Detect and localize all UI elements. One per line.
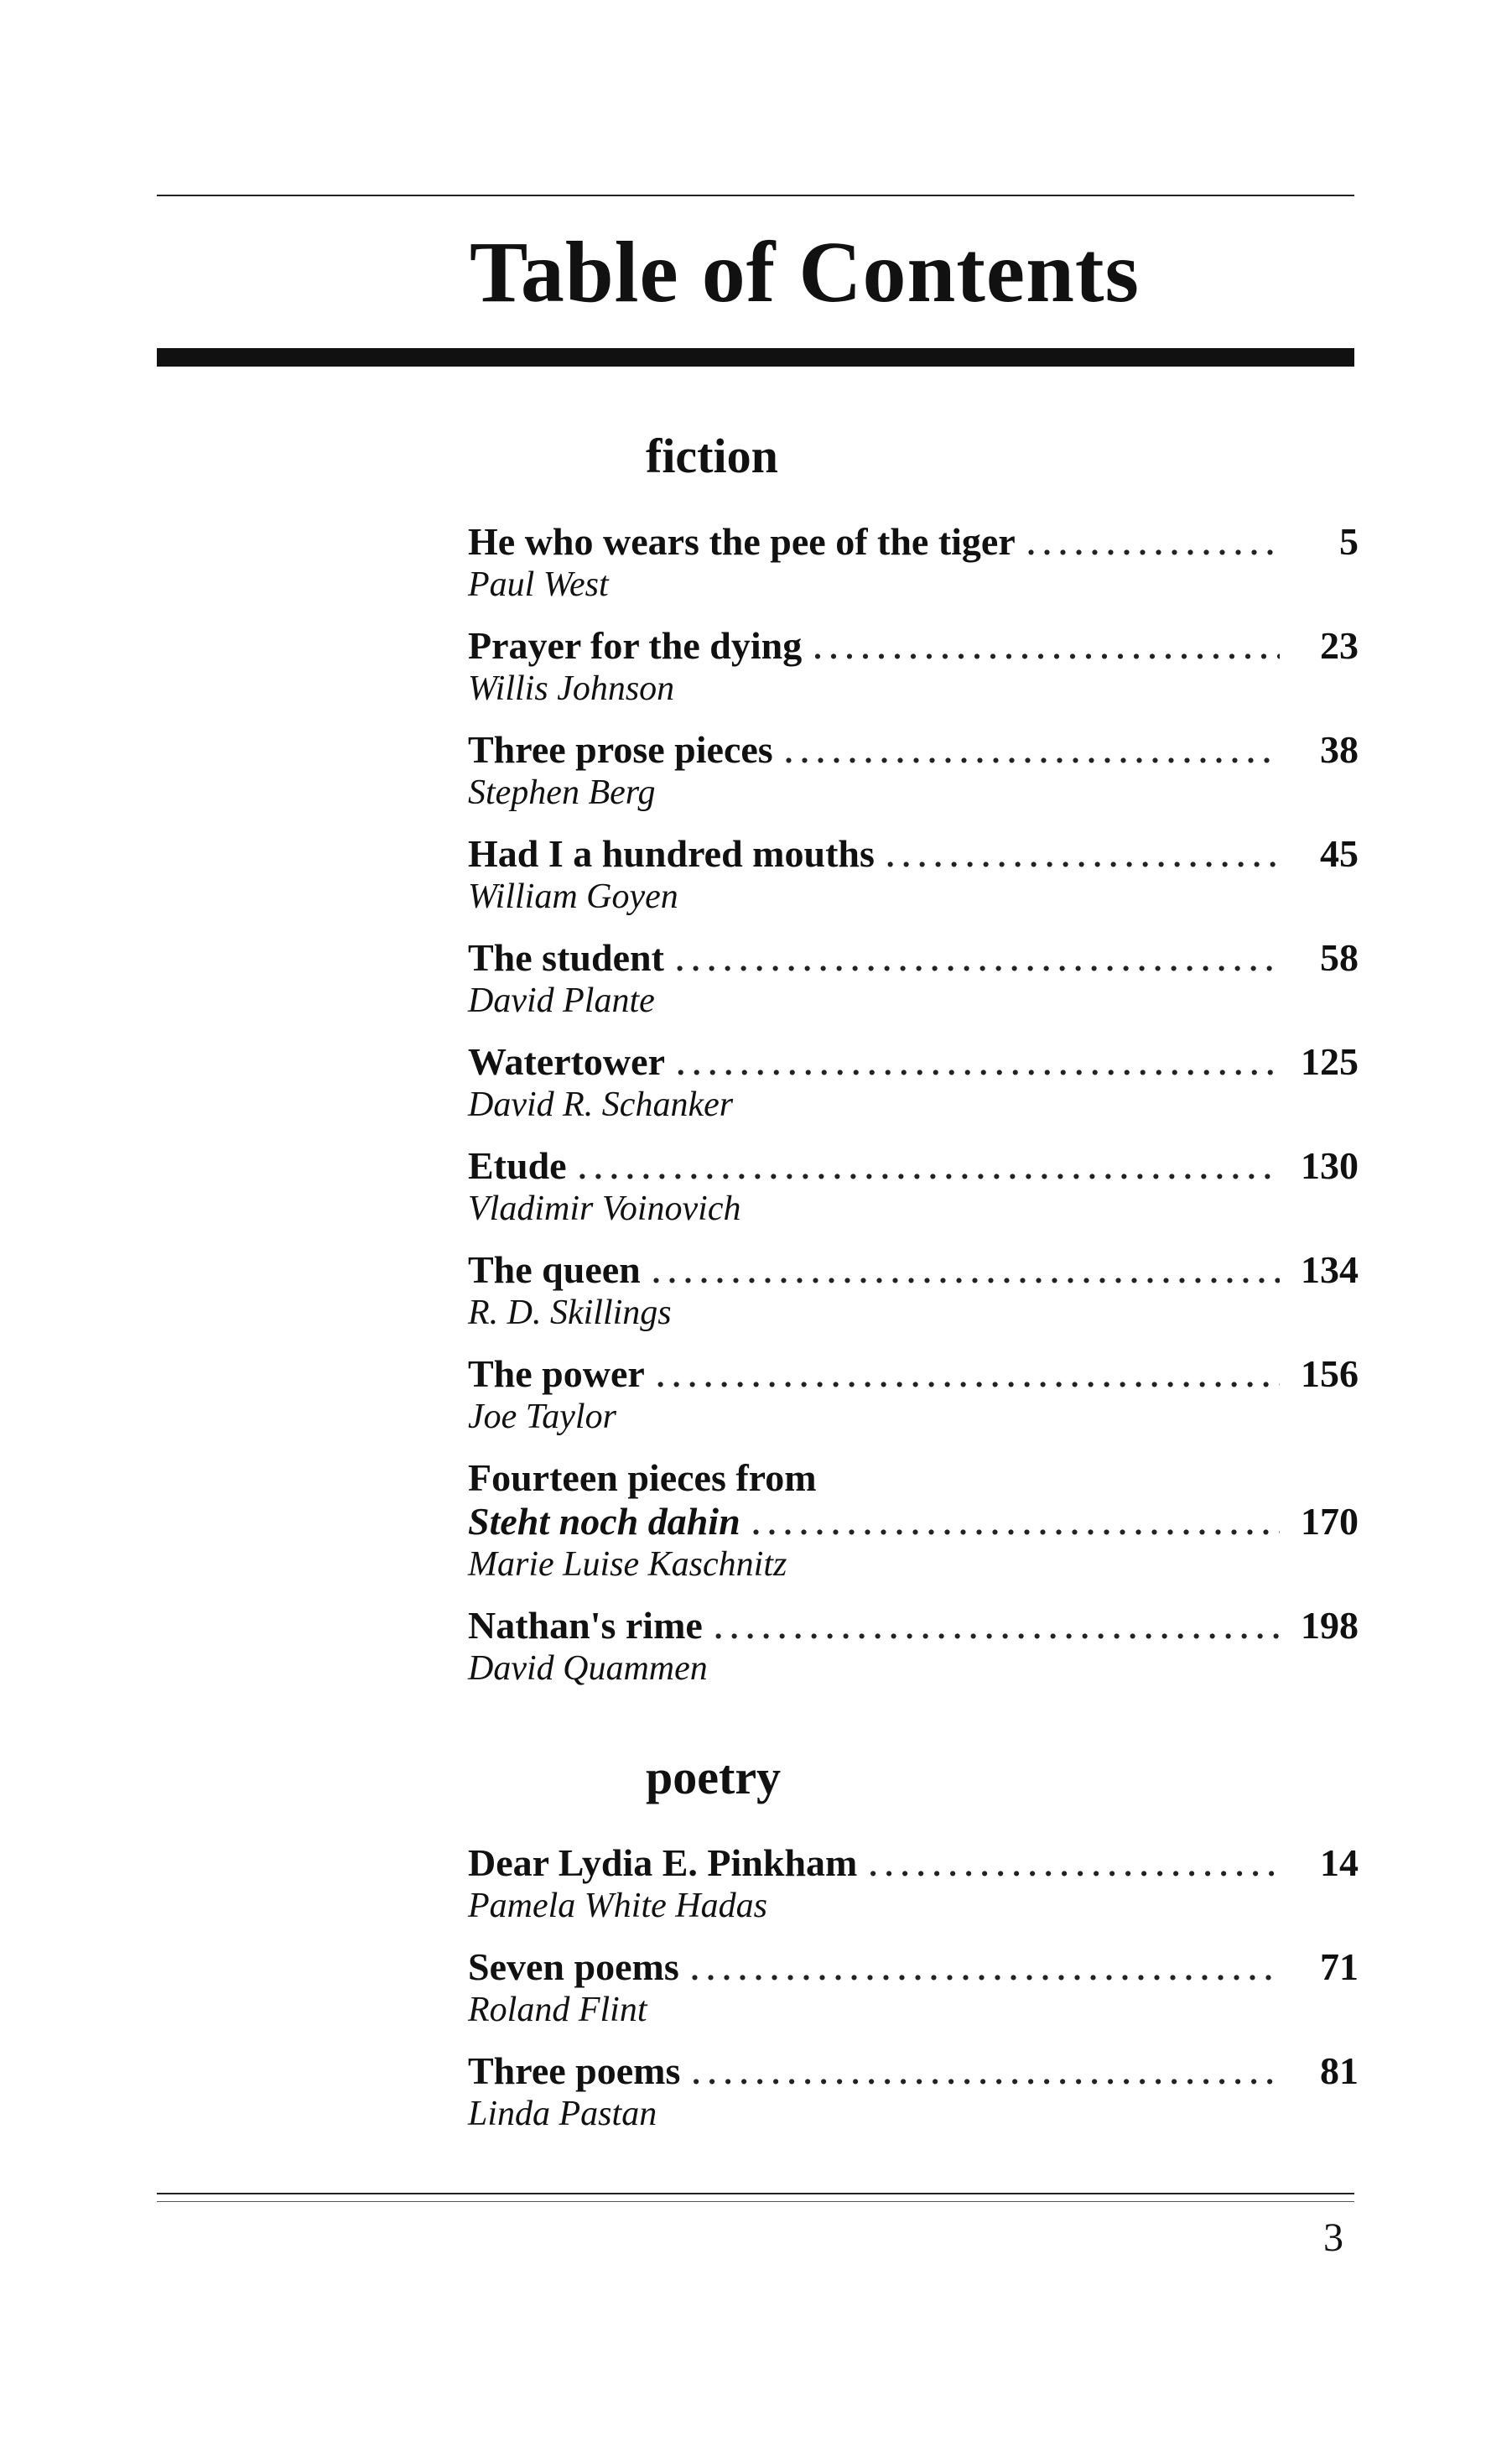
entry-page: 5 [1339, 520, 1359, 563]
entry-page: 38 [1320, 728, 1359, 771]
entry-author: David Quammen [468, 1649, 708, 1688]
toc-entry[interactable] [468, 2049, 1359, 2153]
entry-title: Dear Lydia E. Pinkham [468, 1841, 858, 1884]
entry-title-line1: Fourteen pieces from [468, 1456, 817, 1499]
entry-author: Pamela White Hadas [468, 1887, 767, 1925]
toc-entry[interactable] [468, 1248, 1359, 1352]
entry-page: 14 [1320, 1841, 1359, 1884]
entry-title-line2: Steht noch dahin [468, 1500, 740, 1543]
entry-page: 23 [1320, 624, 1359, 667]
entry-author: Stephen Berg [468, 773, 656, 812]
entry-page: 156 [1301, 1352, 1359, 1395]
fiction-entries [468, 520, 1359, 1708]
leader-dots [1027, 523, 1280, 566]
entry-page: 81 [1320, 2049, 1359, 2092]
entry-author: Marie Luise Kaschnitz [468, 1545, 787, 1584]
leader-dots [692, 2052, 1280, 2095]
leader-dots [691, 1948, 1280, 1991]
entry-author: Linda Pastan [468, 2095, 657, 2133]
entry-page: 58 [1320, 936, 1359, 979]
bottom-rule-thin [157, 2201, 1354, 2202]
toc-entry[interactable] [468, 1456, 1359, 1604]
leader-dots [677, 1043, 1280, 1086]
toc-entry[interactable] [468, 1604, 1359, 1708]
entry-page: 71 [1320, 1945, 1359, 1988]
entry-title: Prayer for the dying [468, 624, 803, 667]
entry-title: Etude [468, 1144, 567, 1187]
top-rule [157, 195, 1354, 196]
entry-title: Watertower [468, 1040, 665, 1083]
entry-author: Willis Johnson [468, 669, 675, 708]
section-heading-poetry: poetry [646, 1750, 782, 1804]
leader-dots [676, 939, 1280, 982]
toc-entry[interactable] [468, 728, 1359, 832]
toc-entry[interactable] [468, 1841, 1359, 1945]
page-title: Table of Contents [470, 224, 1140, 320]
toc-entry[interactable] [468, 1352, 1359, 1456]
title-underline-bar [157, 348, 1354, 367]
entry-author: Roland Flint [468, 1991, 647, 2029]
toc-entry[interactable] [468, 1040, 1359, 1144]
leader-dots [886, 835, 1280, 878]
leader-dots [714, 1606, 1280, 1650]
leader-dots [752, 1502, 1280, 1546]
entry-author: Vladimir Voinovich [468, 1189, 741, 1228]
leader-dots [813, 627, 1280, 670]
entry-author: Paul West [468, 565, 609, 604]
poetry-entries [468, 1841, 1359, 2153]
toc-entry[interactable] [468, 936, 1359, 1040]
toc-entry[interactable] [468, 832, 1359, 936]
leader-dots [869, 1844, 1280, 1887]
entry-page: 130 [1301, 1144, 1359, 1187]
entry-author: David R. Schanker [468, 1085, 734, 1124]
entry-title: Seven poems [468, 1945, 679, 1988]
entry-title: Three poems [468, 2049, 681, 2092]
entry-title: The student [468, 936, 664, 979]
entry-title: The queen [468, 1248, 641, 1291]
leader-dots [579, 1147, 1280, 1190]
entry-author: David Plante [468, 981, 655, 1020]
section-heading-fiction: fiction [646, 429, 778, 483]
entry-title: Nathan's rime [468, 1604, 703, 1647]
entry-author: William Goyen [468, 877, 678, 916]
toc-entry[interactable] [468, 1945, 1359, 2049]
entry-page: 198 [1301, 1604, 1359, 1647]
entry-author: Joe Taylor [468, 1398, 616, 1436]
entry-title: Had I a hundred mouths [468, 832, 875, 875]
leader-dots [657, 1355, 1280, 1398]
page-number: 3 [1323, 2215, 1343, 2260]
bottom-rule [157, 2193, 1354, 2194]
entry-page: 134 [1301, 1248, 1359, 1291]
entry-title: He who wears the pee of the tiger [468, 520, 1016, 563]
toc-entry[interactable] [468, 1144, 1359, 1248]
entry-page: 170 [1301, 1500, 1359, 1543]
entry-page: 125 [1301, 1040, 1359, 1083]
entry-author: R. D. Skillings [468, 1294, 672, 1332]
entry-title: The power [468, 1352, 645, 1395]
entry-title: Three prose pieces [468, 728, 773, 771]
leader-dots [785, 731, 1280, 774]
toc-entry[interactable] [468, 520, 1359, 624]
entry-page: 45 [1320, 832, 1359, 875]
toc-entry[interactable] [468, 624, 1359, 728]
leader-dots [652, 1251, 1280, 1294]
